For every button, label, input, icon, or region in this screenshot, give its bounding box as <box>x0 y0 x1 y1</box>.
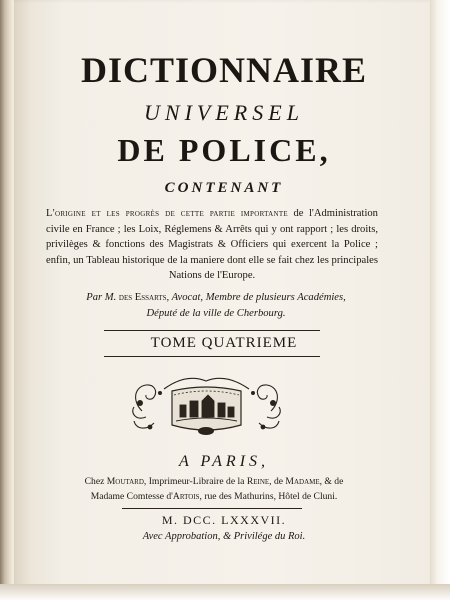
rule-above-date <box>122 508 302 509</box>
imprint-part: , de <box>269 476 286 487</box>
bottom-page-edge <box>0 584 450 600</box>
author-name: des Essarts <box>118 292 167 303</box>
imprint-part: , & de <box>319 476 344 487</box>
printer-vignette-ornament <box>124 371 289 441</box>
description-rest: de l'Administration civile en France ; les Loix, Réglemens & Arrêts qui y ont rapport ; les droits, privilèges & fonctions des Magistrats & Officiers qui exercent la Police ; enfin, un Tableau historique de la maniere dont elle se fait chez les principales Nations de l'Europe. <box>46 208 378 281</box>
description-paragraph <box>46 206 378 284</box>
privilege-line: Avec Approbation, & Privilége du Roi. <box>142 531 306 542</box>
publisher-name: Moutard <box>106 476 144 487</box>
imprint-part: , rue des Mathurins, Hôtel de Cluni. <box>199 491 338 502</box>
title-line-3: DE POLICE, <box>117 132 331 168</box>
title-line-1: DICTIONNAIRE <box>80 50 368 90</box>
rule-below-volume <box>104 356 320 357</box>
volume-label: TOME QUATRIEME <box>150 335 298 351</box>
place-of-publication: A PARIS, <box>178 453 270 470</box>
author-statement <box>46 290 386 321</box>
author-office: Député de la ville de Cherbourg. <box>146 307 286 319</box>
author-title: , Avocat, Membre de plusieurs Académies, <box>166 292 346 303</box>
title-line-2: UNIVERSEL <box>144 100 304 125</box>
imprint-reine: Reine <box>246 476 270 487</box>
imprint-part: Madame Comtesse d' <box>90 491 173 502</box>
publication-date: M. DCC. LXXXVII. <box>161 513 287 527</box>
page-edges <box>430 0 450 600</box>
rule-above-volume <box>104 330 320 331</box>
author-prefix: Par M. <box>86 292 117 303</box>
imprint-artois: Artois <box>172 491 200 502</box>
book-spine <box>0 0 14 600</box>
imprint-part: , Imprimeur-Libraire de la <box>143 476 247 487</box>
imprint-madame: Madame <box>285 476 320 487</box>
description-lead: L'origine et les progrès de cette partie importante <box>46 208 289 219</box>
title-line-4: CONTENANT <box>164 180 284 196</box>
imprint-part: Chez <box>84 476 107 487</box>
imprint-statement <box>50 474 378 504</box>
